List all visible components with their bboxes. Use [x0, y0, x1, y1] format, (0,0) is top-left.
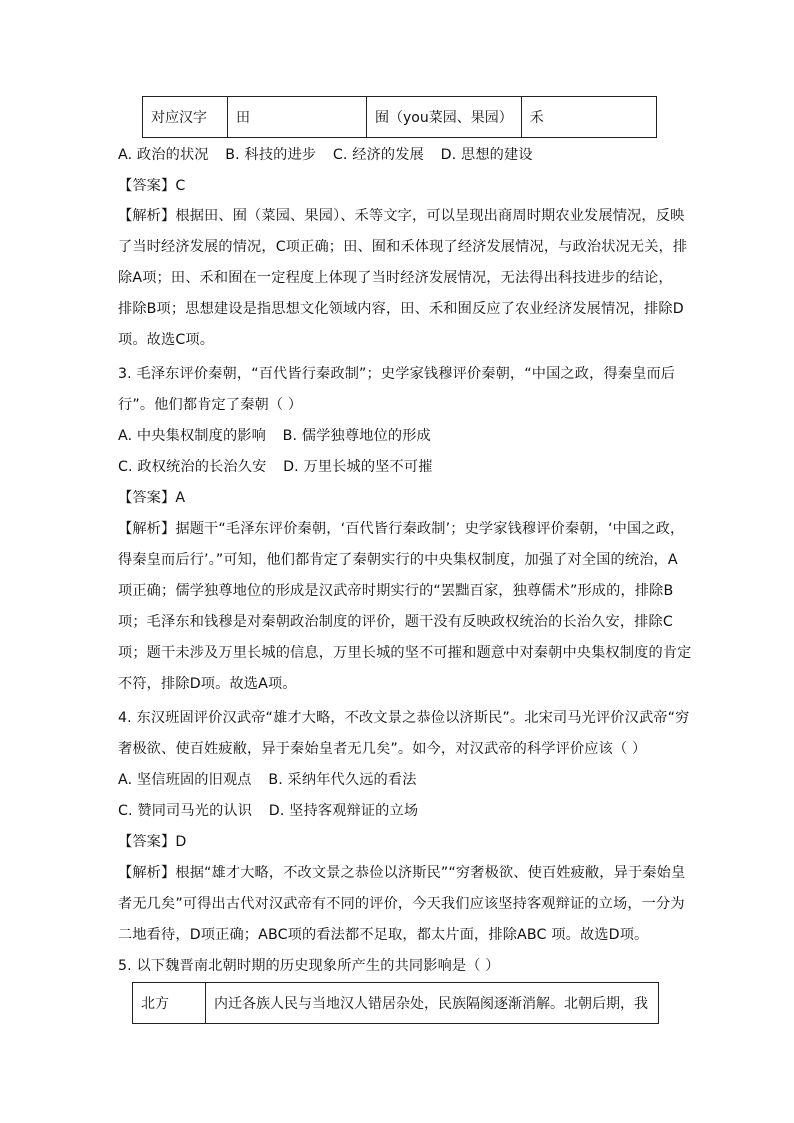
q4-options-row	[118, 801, 678, 821]
option-a: A. 坚信班固的旧观点	[118, 772, 252, 788]
q4-analysis-line: 【解析】根据“雄才大略，不改文景之恭俭以济斯民”“穷奢极欲、使百姓疲敝，异于秦始皇	[118, 865, 686, 881]
option-c: C. 赞同司马光的认识	[118, 803, 253, 819]
table-cell: 田	[228, 97, 367, 138]
q3-analysis-line: 不符，排除D项。故选A项。	[118, 676, 297, 692]
q2-analysis-line: 排除B项；思想建设是指思想文化领域内容，田、禾和囿反应了农业经济发展情况，排除D	[118, 301, 684, 317]
q4-analysis-line: 二地看待，D项正确；ABC项的看法都不足取，都太片面，排除ABC 项。故选D项。	[118, 927, 649, 943]
q3-options-row	[118, 457, 678, 477]
q4-stem-line: 奢极欲、使百姓疲敝，异于秦始皇者无几矣”。如今，对汉武帝的科学评价应该（ ）	[118, 741, 647, 757]
q2-analysis-line: 除A项；田、禾和囿在一定程度上体现了当时经济发展情况，无法得出科技进步的结论，	[118, 270, 673, 286]
q2-answer: 【答案】C	[118, 178, 186, 194]
q4-analysis-line: 者无几矣”可得出古代对汉武帝有不同的评价，今天我们应该坚持客观辩证的立场，一分为	[118, 896, 685, 912]
q2-analysis-line: 项。故选C项。	[118, 332, 215, 348]
table-cell: 囿（you菜园、果园）	[367, 97, 522, 138]
option-d: D. 思想的建设	[440, 147, 533, 163]
table-row	[143, 97, 657, 138]
option-c: C. 政权统治的长治久安	[118, 459, 267, 475]
option-a: A. 政治的状况	[118, 147, 209, 163]
q5-table	[132, 982, 659, 1024]
q3-analysis-line: 得秦皇而后行’。”可知，他们都肯定了秦朝实行的中央集权制度，加强了对全国的统治，A	[118, 552, 678, 568]
q3-analysis-line: 项；题干未涉及万里长城的信息，万里长城的坚不可摧和题意中对秦朝中央集权制度的肯定	[118, 645, 692, 661]
table-cell-text: 内迁各族人民与当地汉人错居杂处，民族隔阂逐渐消解。北朝后期，我	[206, 983, 659, 1024]
character-table	[142, 96, 657, 138]
q3-stem-line: 3. 毛泽东评价秦朝，“百代皆行秦政制”；史学家钱穆评价秦朝，“中国之政，得秦皇而后	[118, 366, 676, 382]
q3-stem-line: 行”。他们都肯定了秦朝（ ）	[118, 397, 303, 413]
q2-options	[118, 145, 678, 165]
option-d: D. 万里长城的坚不可摧	[283, 459, 433, 475]
q5-stem: 5. 以下魏晋南北朝时期的历史现象所产生的共同影响是（ ）	[118, 958, 500, 974]
option-d: D. 坚持客观辩证的立场	[268, 803, 419, 819]
q4-stem-line: 4. 东汉班固评价汉武帝“雄才大略，不改文景之恭俭以济斯民”。北宋司马光评价汉武帝“穷	[118, 710, 690, 726]
q3-analysis-line: 项；毛泽东和钱穆是对秦朝政治制度的评价，题干没有反映政权统治的长治久安，排除C	[118, 614, 673, 630]
q3-analysis-line: 【解析】据题干“毛泽东评价秦朝，‘百代皆行秦政制’；史学家钱穆评价秦朝，‘中国之政，	[118, 521, 685, 537]
q2-analysis-line: 了当时经济发展的情况，C项正确；田、囿和禾体现了经济发展情况，与政治状况无关，排	[118, 239, 688, 255]
table-row	[133, 983, 659, 1024]
option-b: B. 采纳年代久远的看法	[268, 772, 417, 788]
option-c: C. 经济的发展	[332, 147, 424, 163]
q3-options-row	[118, 426, 678, 446]
table-cell: 对应汉字	[143, 97, 228, 138]
q4-options-row	[118, 770, 678, 790]
q4-answer: 【答案】D	[118, 834, 187, 850]
option-b: B. 儒学独尊地位的形成	[282, 428, 431, 444]
option-a: A. 中央集权制度的影响	[118, 428, 266, 444]
q2-analysis-line: 【解析】根据田、囿（菜园、果园）、禾等文字，可以呈现出商周时期农业发展情况，反映	[118, 208, 685, 224]
table-cell-label: 北方	[133, 983, 206, 1024]
q3-answer: 【答案】A	[118, 490, 186, 506]
table-cell: 禾	[521, 97, 656, 138]
option-b: B. 科技的进步	[225, 147, 317, 163]
q3-analysis-line: 项正确；儒学独尊地位的形成是汉武帝时期实行的“罢黜百家，独尊儒术”形成的，排除B	[118, 583, 674, 599]
